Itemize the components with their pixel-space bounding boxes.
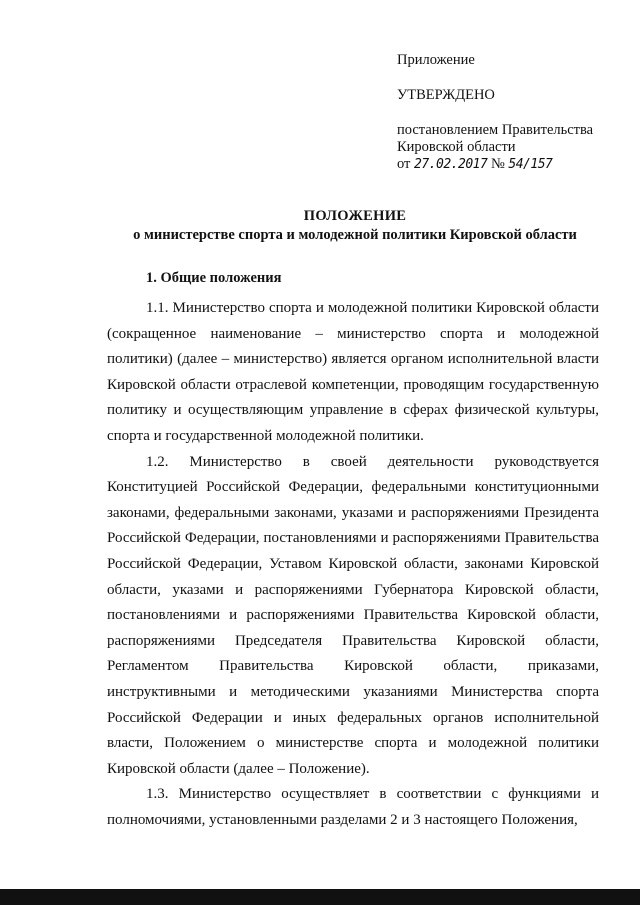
handwritten-date: 27.02.2017	[414, 157, 488, 172]
decree-date-line	[397, 156, 627, 173]
handwritten-number: 54/157	[508, 157, 553, 172]
document-body	[107, 296, 599, 833]
section-heading: 1. Общие положения	[146, 270, 282, 286]
approved-label: УТВЕРЖДЕНО	[397, 87, 495, 103]
decree-line-1: постановлением Правительства	[397, 122, 594, 138]
paragraph-1-3: 1.3. Министерство осуществляет в соответствии с функциями и полномочиями, установленными разделами 2 и 3 настоящего Положения,	[107, 786, 599, 828]
title-line-2: о министерстве спорта и молодежной политики Кировской области	[133, 227, 577, 243]
date-prefix: от	[397, 156, 411, 172]
document-title	[100, 207, 610, 245]
number-prefix: №	[490, 156, 505, 172]
paragraph-1-1: 1.1. Министерство спорта и молодежной политики Кировской области (сокращенное наименование – министерство спорта и молодежной политики) (далее – министерство) является органом исполнительной власти Кировской области отраслевой компетенции, проводящим государственную политику и осуществляющим управление в сферах физической культуры, спорта и государственной молодежной политики.	[107, 300, 599, 444]
scan-bottom-border	[0, 889, 640, 905]
paragraph-1-2: 1.2. Министерство в своей деятельности руководствуется Конституцией Российской Федерации, федеральными конституционными законами, федеральными законами, указами и распоряжениями Президента Российской Федерации, постановлениями и распоряжениями Правительства Российской Федерации, Уставом Кировской области, законами Кировской области, указами и распоряжениями Губернатора Кировской области, постановлениями и распоряжениями Правительства Кировской области, распоряжениями Председателя Правительства Кировской области, Регламентом Правительства Кировской области, приказами, инструктивными и методическими указаниями Министерства спорта Российской Федерации и иных федеральных органов исполнительной власти, Положением о министерстве спорта и молодежной политики Кировской области (далее – Положение).	[107, 453, 599, 777]
approval-stamp-block	[397, 52, 627, 173]
decree-line-2: Кировской области	[397, 139, 516, 155]
appendix-label: Приложение	[397, 52, 475, 68]
title-line-1: ПОЛОЖЕНИЕ	[303, 208, 407, 224]
